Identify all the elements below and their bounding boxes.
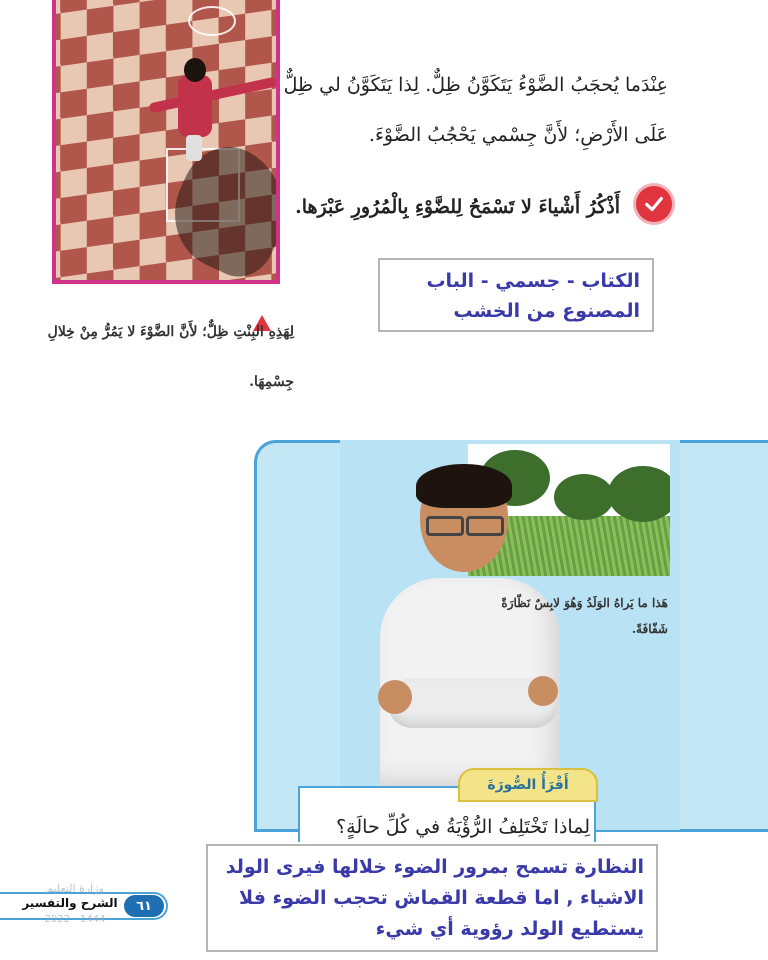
girl-photo-caption: لِهَذِهِ البِنْتِ ظِلٌّ؛ لأَنَّ الضَّوْءَ لا يَمُرُّ مِنْ خِلالِ جِسْمِهَا. bbox=[47, 324, 294, 390]
vision-difference-answer-box[interactable]: النظارة تسمح بمرور الضوء خلالها فيرى الولد الاشياء , اما قطعة القماش تحجب الضوء فلا يستطيع الولد رؤوية أي شيء bbox=[206, 844, 658, 952]
boy-photo-caption: هَذا ما يَراهُ الوَلَدُ وَهُوَ لابِسٌ نَظّارَةً شَفّافَةً. bbox=[501, 596, 668, 636]
checkmark-icon bbox=[636, 186, 672, 222]
boy-hand bbox=[528, 676, 558, 706]
girl-head bbox=[184, 58, 206, 82]
opaque-objects-answer-box[interactable]: الكتاب - جسمي - الباب المصنوع من الخشب bbox=[378, 258, 654, 332]
page-number: ٦١ bbox=[124, 895, 164, 917]
hopscotch-circle bbox=[188, 6, 236, 36]
book-title: الشرح والتفسير bbox=[22, 896, 118, 910]
read-the-picture-tab: أَقْرَأُ الصُّورَةَ bbox=[458, 768, 598, 802]
vision-difference-question: لِماذا تَخْتَلِفُ الرُّؤْيَةُ في كُلِّ حالَةٍ؟ bbox=[336, 816, 590, 838]
boy-hand bbox=[378, 680, 412, 714]
tree bbox=[608, 466, 670, 522]
girl-body bbox=[178, 75, 212, 137]
shadow-explanation-paragraph: عِنْدَما يُحجَبُ الضَّوْءُ يَتَكَوَّنُ ظِلٌّ. لِذا يَتَكَوَّنُ لي ظِلٌّ عَلَى الأَرْضِ؛ لأَنَّ جِسْمي يَحْجُبُ الضَّوْءَ. bbox=[283, 74, 668, 146]
girl-legs bbox=[186, 135, 202, 161]
opaque-objects-question: أَذْكُرُ أَشْياءَ لا تَسْمَحُ لِلضَّوْءِ بِالْمُرُورِ عَبْرَها. bbox=[295, 196, 620, 218]
glasses-icon bbox=[424, 516, 504, 532]
ministry-watermark: وزارة التعليم bbox=[46, 882, 104, 895]
girl-shadow-photo bbox=[52, 0, 280, 284]
boy-hair bbox=[416, 464, 512, 508]
year-watermark: 2022 - 1444 bbox=[44, 914, 106, 925]
